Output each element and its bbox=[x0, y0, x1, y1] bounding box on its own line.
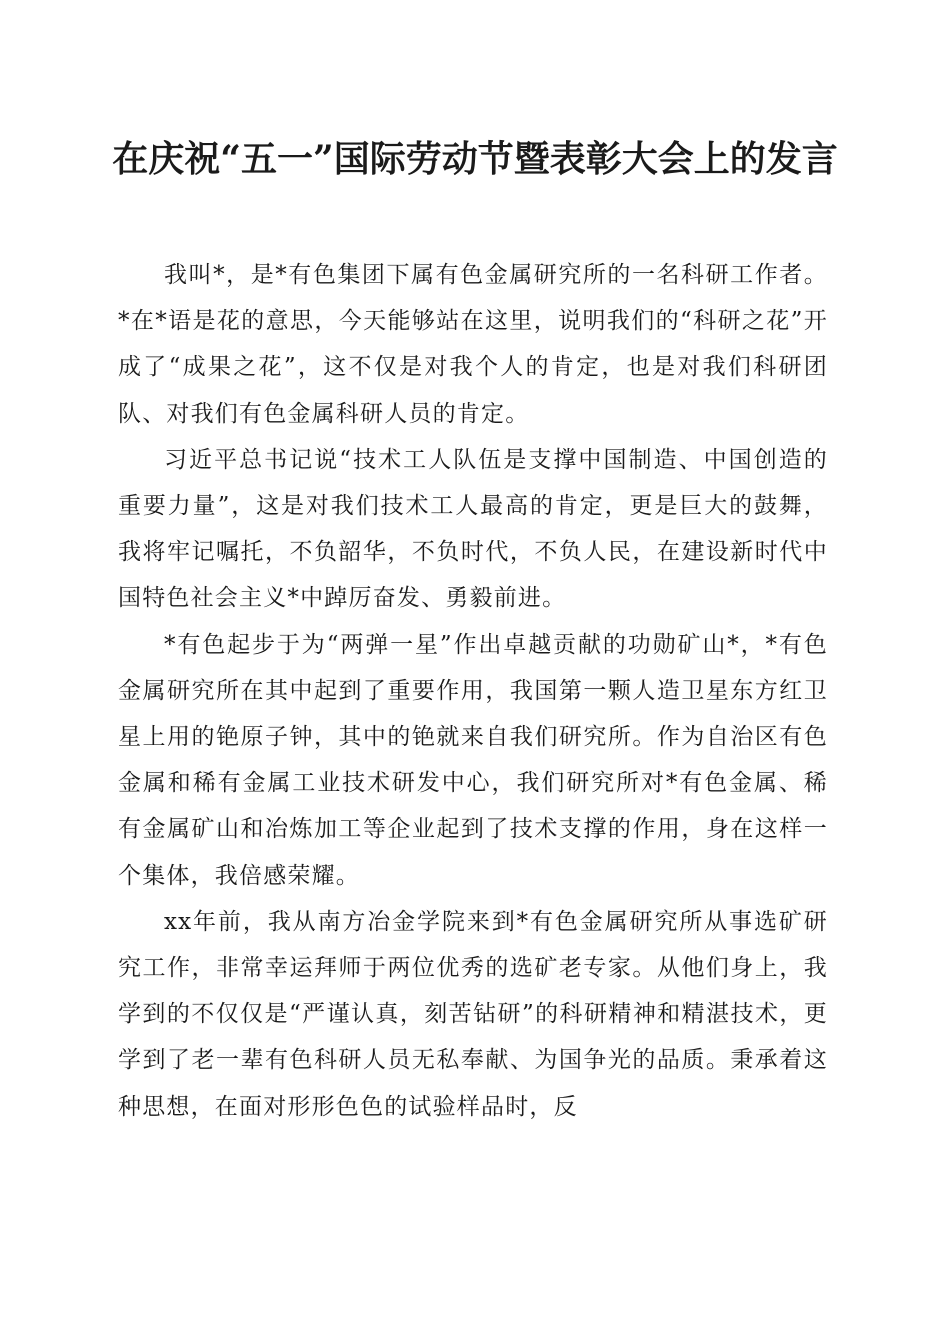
paragraph-3: *有色起步于为“两弹一星”作出卓越贡献的功勋矿山*，*有色金属研究所在其中起到了重要作用，我国第一颗人造卫星东方红卫星上用的铯原子钟，其中的铯就来自我们研究所。作为自治区有色金属和稀有金属工业技术研发中心，我们研究所对*有色金属、稀有金属矿山和冶炼加工等企业起到了技术支撑的作用，身在这样一个集体，我倍感荣耀。 bbox=[118, 631, 828, 889]
paragraph-4: xx年前，我从南方冶金学院来到*有色金属研究所从事选矿研究工作，非常幸运拜师于两位优秀的选矿老专家。从他们身上，我学到的不仅仅是“严谨认真，刻苦钻研”的科研精神和精湛技术，更学到了老一辈有色科研人员无私奉献、为国争光的品质。秉承着这种思想，在面对形形色色的试验样品时，反 bbox=[118, 908, 828, 1120]
document-title: 在庆祝“五一”国际劳动节暨表彰大会上的发言 bbox=[112, 138, 838, 180]
document-body bbox=[118, 252, 828, 1130]
paragraph-1: 我叫*，是*有色集团下属有色金属研究所的一名科研工作者。*在*语是花的意思，今天能够站在这里，说明我们的“科研之花”开成了“成果之花”，这不仅是对我个人的肯定，也是对我们科研团队、对我们有色金属科研人员的肯定。 bbox=[118, 262, 828, 427]
paragraph-2: 习近平总书记说“技术工人队伍是支撑中国制造、中国创造的重要力量”，这是对我们技术工人最高的肯定，更是巨大的鼓舞，我将牢记嘱托，不负韶华，不负时代，不负人民，在建设新时代中国特色社会主义*中踔厉奋发、勇毅前进。 bbox=[118, 446, 828, 612]
